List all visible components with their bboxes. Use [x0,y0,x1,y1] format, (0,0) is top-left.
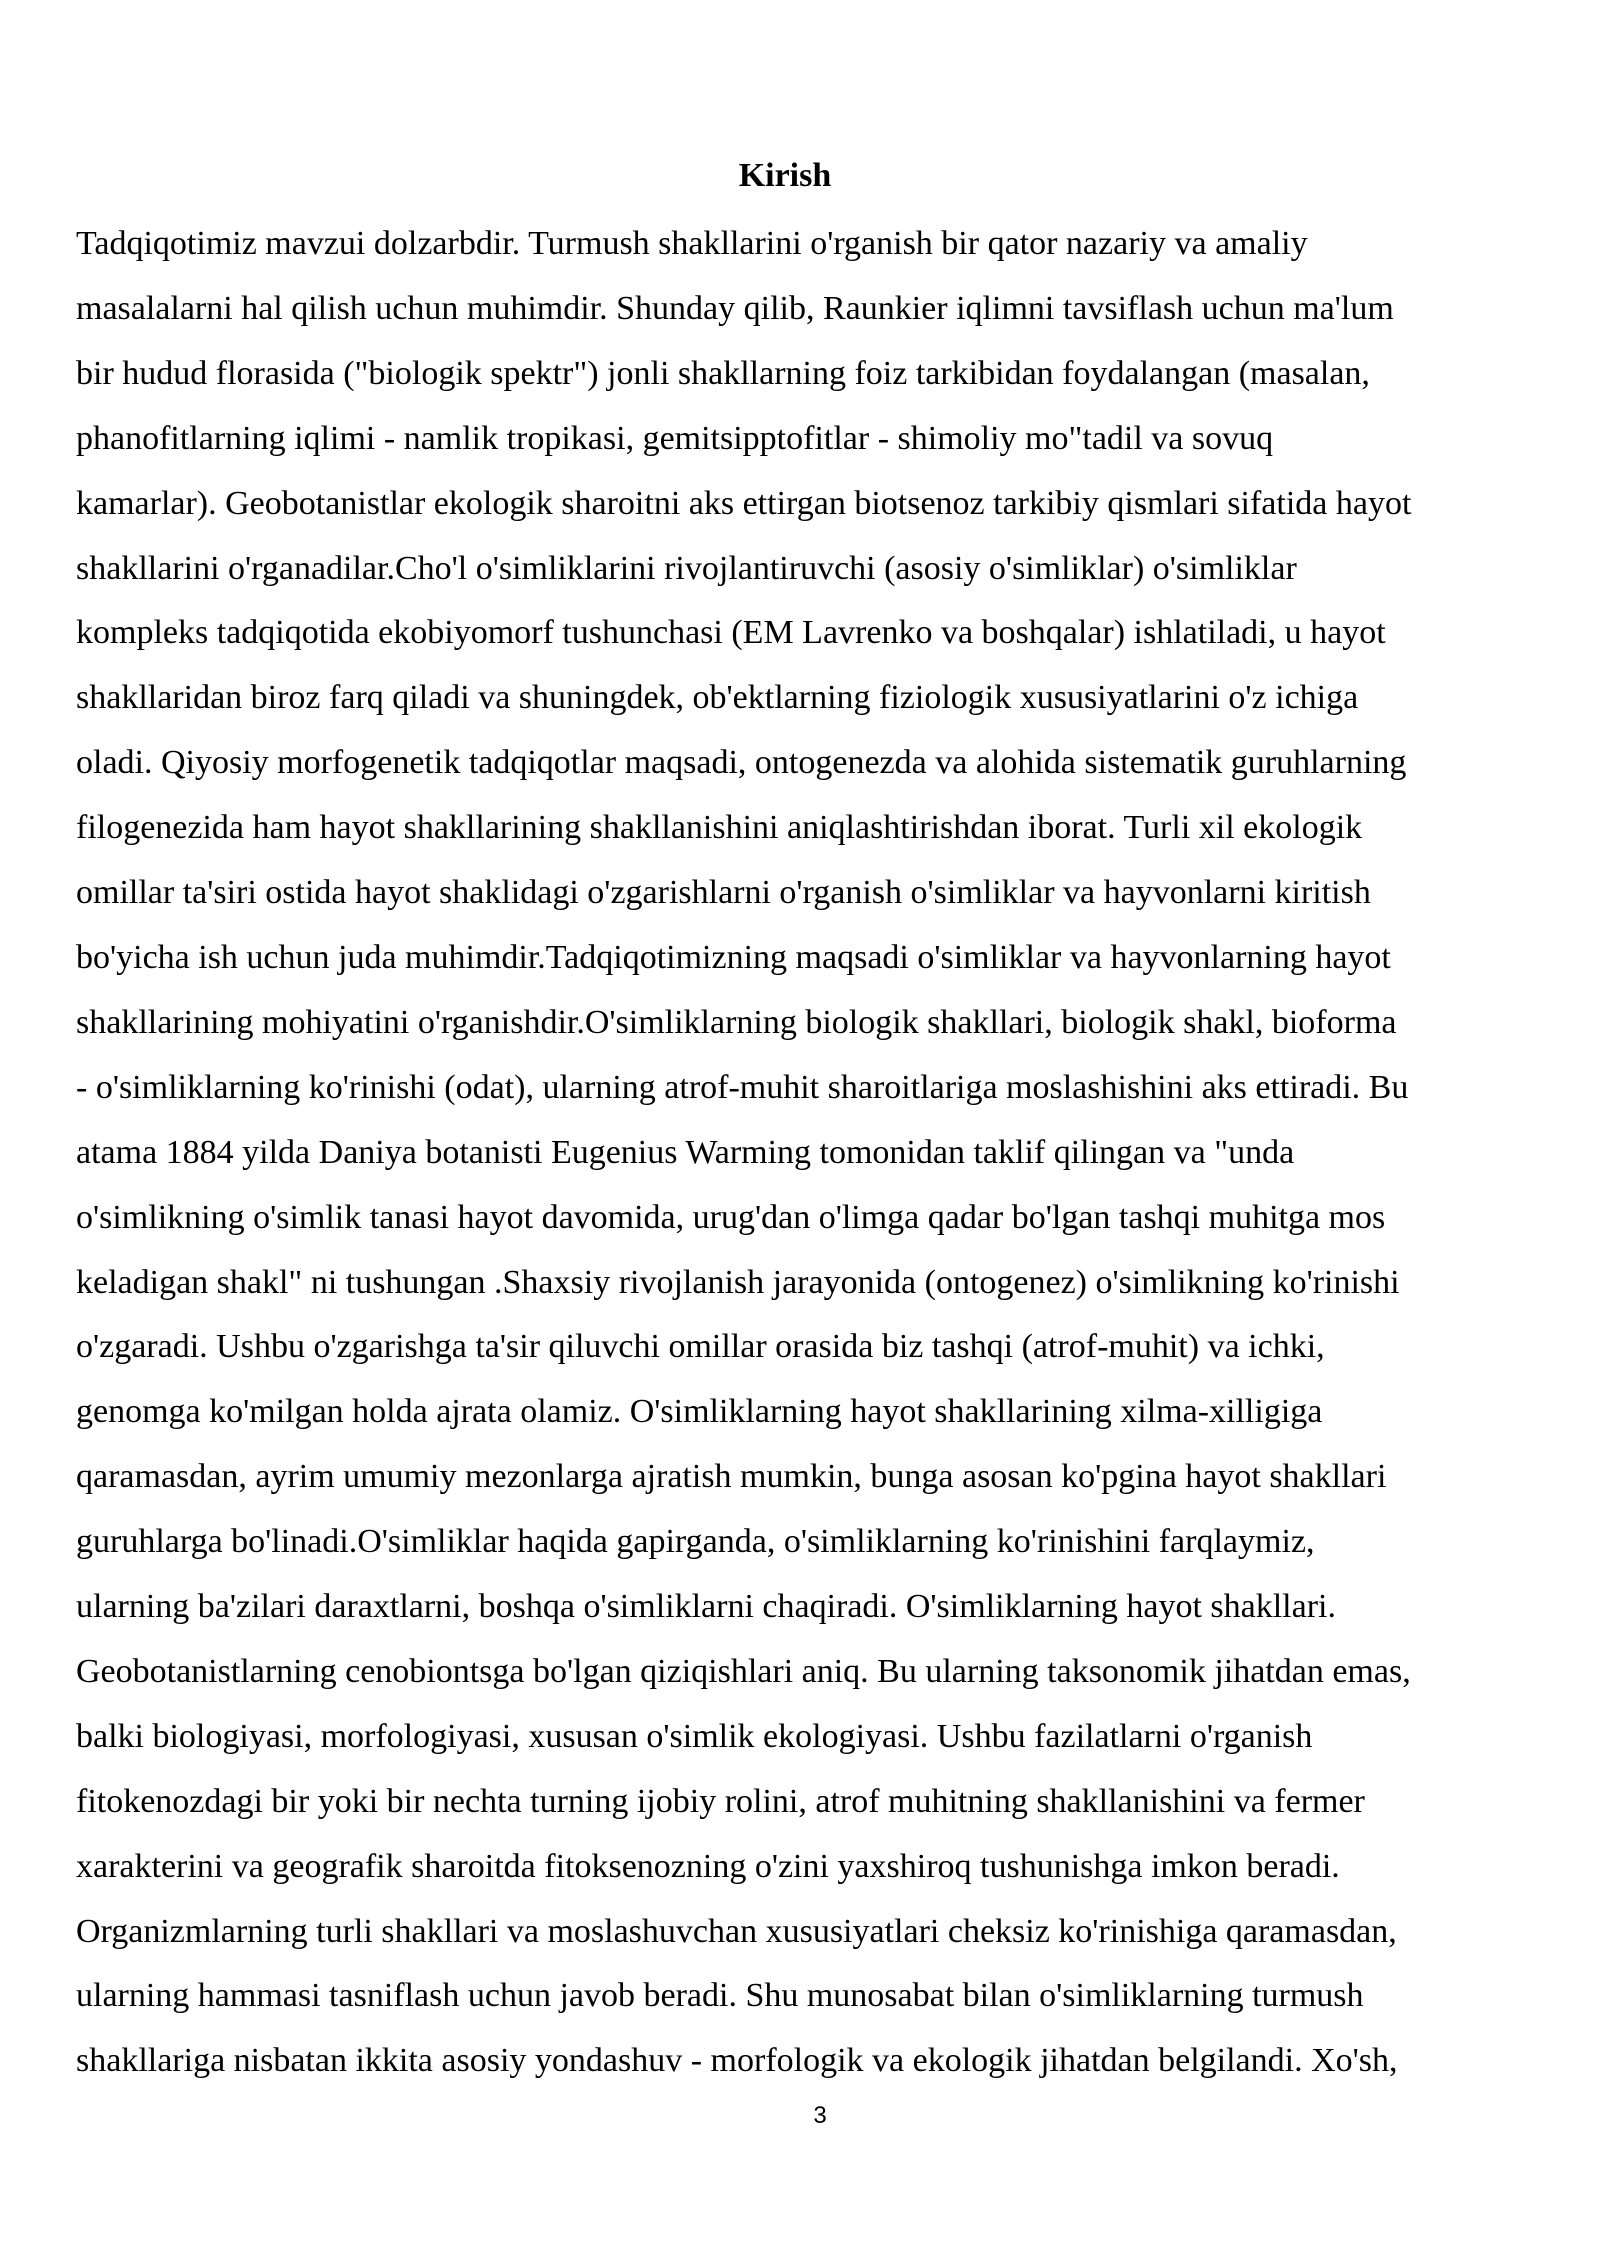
text-line: keladigan shakl" ni tushungan .Shaxsiy rivojlanish jarayonida (ontogenez) o'simlikning ko'rinishi [76,1263,1400,1301]
text-line: o'simlikning o'simlik tanasi hayot davomida, urug'dan o'limga qadar bo'lgan tashqi muhitga mos [76,1198,1386,1236]
text-line: - o'simliklarning ko'rinishi (odat), ularning atrof-muhit sharoitlariga moslashishini aks ettiradi. Bu [76,1068,1409,1106]
text-line: fitokenozdagi bir yoki bir nechta turning ijobiy rolini, atrof muhitning shakllanishini va fermer [76,1782,1365,1820]
text-line: shakllarining mohiyatini o'rganishdir.O'simliklarning biologik shakllari, biologik shakl, bioforma [76,1003,1397,1041]
text-line: xarakterini va geografik sharoitda fitoksenozning o'zini yaxshiroq tushunishga imkon beradi. [76,1847,1340,1885]
text-line: ularning hammasi tasniflash uchun javob beradi. Shu munosabat bilan o'simliklarning turmush [76,1977,1364,2015]
text-line: shakllarini o'rganadilar.Cho'l o'simliklarini rivojlantiruvchi (asosiy o'simliklar) o'simliklar [76,549,1297,587]
page-title: Kirish [738,157,832,194]
text-line: omillar ta'siri ostida hayot shaklidagi o'zgarishlarni o'rganish o'simliklar va hayvonlarni kiritish [76,874,1371,912]
text-line: kamarlar). Geobotanistlar ekologik sharoitni aks ettirgan biotsenoz tarkibiy qismlari sifatida hayot [76,484,1412,522]
text-line: guruhlarga bo'linadi.O'simliklar haqida gapirganda, o'simliklarning ko'rinishini farqlaymiz, [76,1523,1315,1561]
text-line: kompleks tadqiqotida ekobiyomorf tushunchasi (EM Lavrenko va boshqalar) ishlatiladi, u hayot [76,614,1386,652]
text-line: masalalarni hal qilish uchun muhimdir. Shunday qilib, Raunkier iqlimni tavsiflash uchun ma'lum [76,289,1394,327]
text-line: filogenezida ham hayot shakllarining shakllanishini aniqlashtirishdan iborat. Turli xil ekologik [76,809,1363,847]
text-line: Tadqiqotimiz mavzui dolzarbdir. Turmush shakllarini o'rganish bir qator nazariy va amaliy [76,225,1308,262]
page-number: 3 [813,2102,827,2129]
text-line: ularning ba'zilari daraxtlarni, boshqa o'simliklarni chaqiradi. O'simliklarning hayot shakllari. [76,1588,1336,1626]
text-line: atama 1884 yilda Daniya botanisti Eugenius Warming tomonidan taklif qilingan va "unda [76,1133,1295,1171]
text-line: oladi. Qiyosiy morfogenetik tadqiqotlar maqsadi, ontogenezda va alohida sistematik guruhlarning [76,744,1407,782]
text-line: genomga ko'milgan holda ajrata olamiz. O'simliklarning hayot shakllarining xilma-xilligiga [76,1393,1323,1431]
text-line: bo'yicha ish uchun juda muhimdir.Tadqiqotimizning maqsadi o'simliklar va hayvonlarning hayot [76,938,1391,976]
text-line: shakllariga nisbatan ikkita asosiy yondashuv - morfologik va ekologik jihatdan belgilandi. Xo'sh, [76,2042,1398,2080]
body-paragraph [76,212,1556,2094]
text-line: Geobotanistlarning cenobiontsga bo'lgan qiziqishlari aniq. Bu ularning taksonomik jihatdan emas, [76,1652,1411,1690]
text-line: phanofitlarning iqlimi - namlik tropikasi, gemitsipptofitlar - shimoliy mo"tadil va sovuq [76,419,1274,457]
text-line: qaramasdan, ayrim umumiy mezonlarga ajratish mumkin, bunga asosan ko'pgina hayot shakllari [76,1458,1387,1496]
text-line: Organizmlarning turli shakllari va moslashuvchan xususiyatlari cheksiz ko'rinishiga qaramasdan, [76,1912,1397,1950]
text-line: balki biologiyasi, morfologiyasi, xususan o'simlik ekologiyasi. Ushbu fazilatlarni o'rganish [76,1717,1313,1755]
text-line: bir hudud florasida ("biologik spektr") jonli shakllarning foiz tarkibidan foydalangan (masalan, [76,354,1370,392]
text-line: o'zgaradi. Ushbu o'zgarishga ta'sir qiluvchi omillar orasida biz tashqi (atrof-muhit) va ichki, [76,1328,1325,1366]
text-line: shakllaridan biroz farq qiladi va shuningdek, ob'ektlarning fiziologik xususiyatlarini o'z ichiga [76,679,1359,717]
